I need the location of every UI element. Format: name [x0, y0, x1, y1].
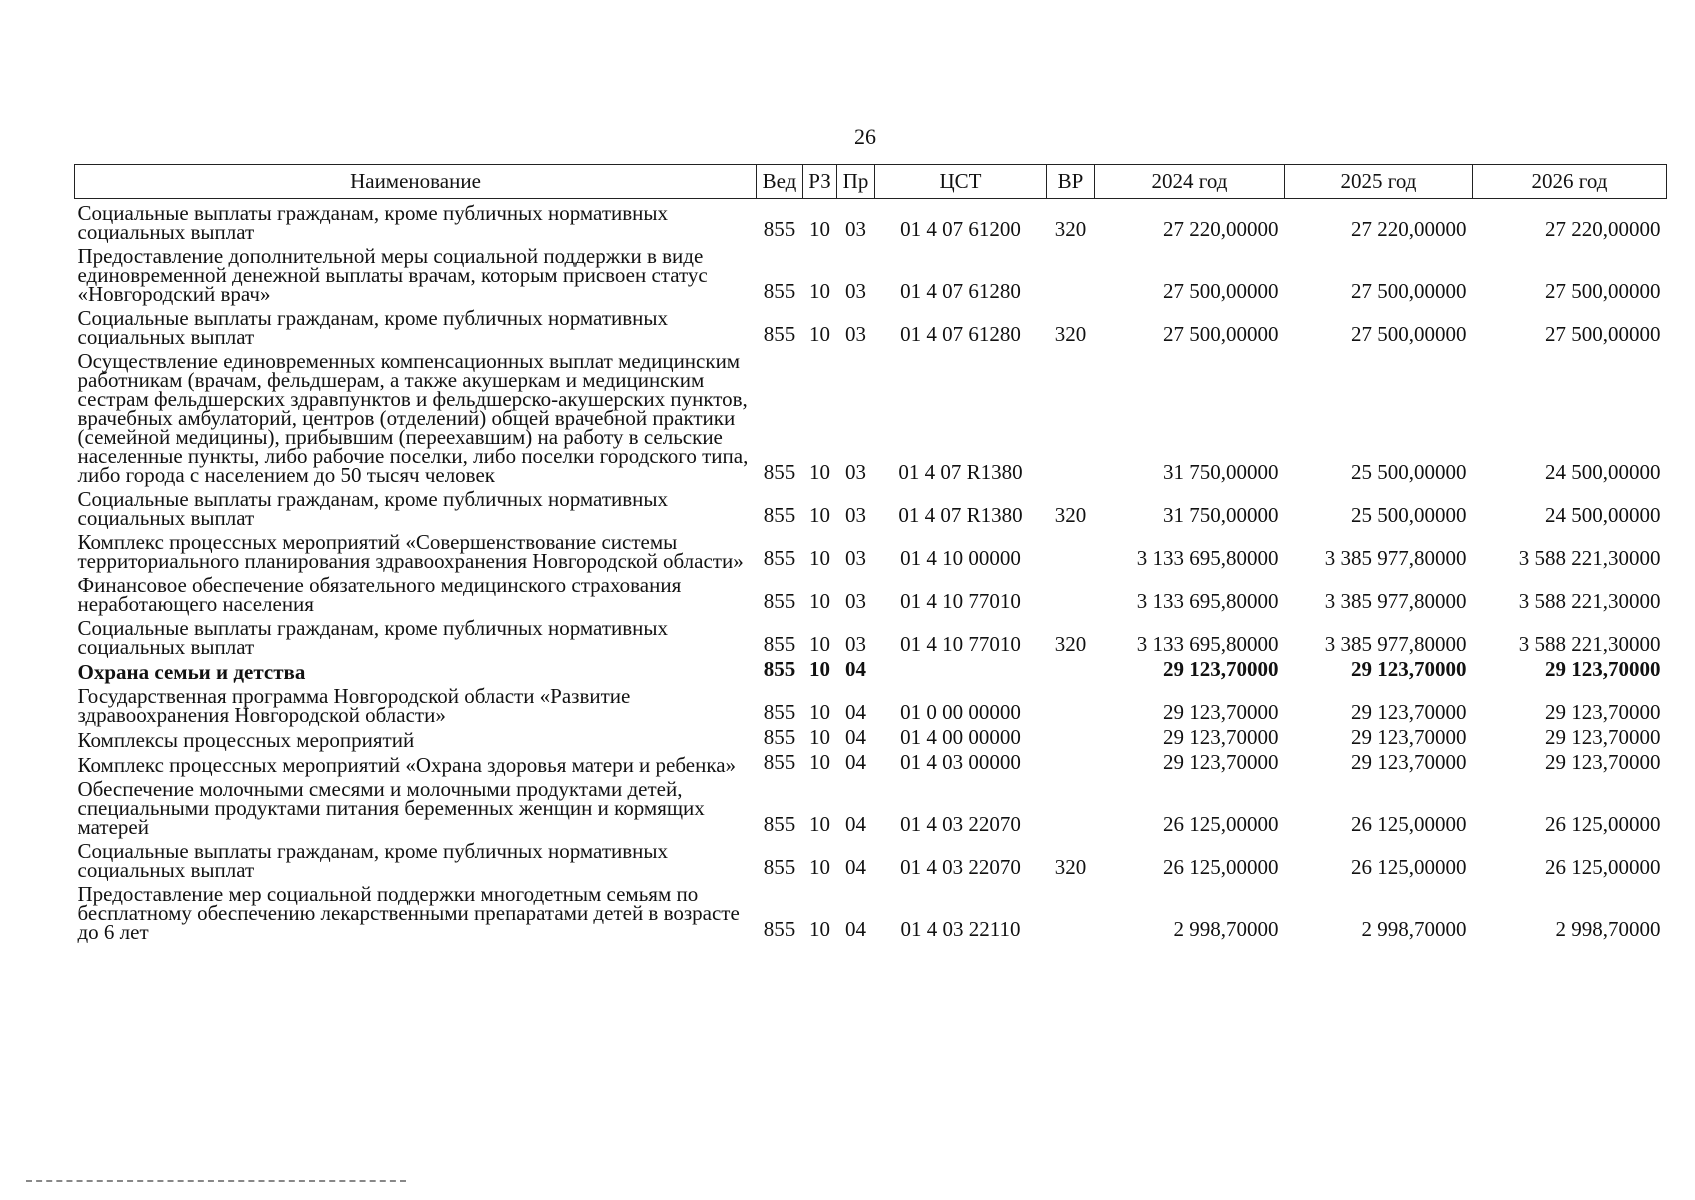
- cell-rz: 10: [809, 546, 830, 570]
- header-ved: Вед: [757, 165, 803, 199]
- cell-2025: 29 123,70000: [1351, 657, 1467, 681]
- cell-2026: 2 998,70000: [1555, 917, 1661, 941]
- cell-vr: [1047, 528, 1095, 571]
- cell-vr: [1047, 347, 1095, 485]
- cell-2025: 25 500,00000: [1351, 503, 1467, 527]
- cell-vr: [1047, 880, 1095, 942]
- cell-cst: 01 4 07 61200: [900, 217, 1021, 241]
- cell-vr: [1047, 242, 1095, 304]
- table-body: [75, 199, 1667, 943]
- cell-2026: 29 123,70000: [1545, 657, 1661, 681]
- cell-rz: 10: [809, 217, 830, 241]
- cell-2024: 26 125,00000: [1163, 855, 1279, 879]
- cell-2024: 31 750,00000: [1163, 460, 1279, 484]
- scan-divider: [26, 1180, 406, 1182]
- cell-vr: 320: [1054, 632, 1087, 656]
- cell-ved: 855: [763, 503, 796, 527]
- cell-ved: 855: [763, 279, 796, 303]
- cell-2024: 3 133 695,80000: [1136, 632, 1279, 656]
- cell-2026: 26 125,00000: [1545, 855, 1661, 879]
- cell-2024: 27 220,00000: [1163, 217, 1279, 241]
- cell-2024: 27 500,00000: [1163, 279, 1279, 303]
- cell-2025: 27 500,00000: [1351, 279, 1467, 303]
- cell-name: Государственная программа Новгородской области «Развитие здравоохранения Новгородской области»: [77, 684, 631, 727]
- table-row: [75, 775, 1667, 837]
- cell-2025: 29 123,70000: [1351, 700, 1467, 724]
- cell-vr: 320: [1054, 322, 1087, 346]
- cell-2024: 31 750,00000: [1163, 503, 1279, 527]
- cell-2024: 26 125,00000: [1163, 812, 1279, 836]
- cell-pr: 03: [845, 279, 866, 303]
- cell-name: Социальные выплаты гражданам, кроме публичных нормативных социальных выплат: [77, 306, 669, 349]
- cell-ved: 855: [763, 632, 796, 656]
- cell-pr: 03: [845, 460, 866, 484]
- cell-pr: 03: [845, 632, 866, 656]
- cell-pr: 04: [845, 750, 866, 774]
- cell-2024: 29 123,70000: [1163, 750, 1279, 774]
- cell-cst: 01 4 03 00000: [900, 750, 1021, 774]
- cell-vr: [1047, 725, 1095, 750]
- cell-rz: 10: [809, 279, 830, 303]
- cell-2025: 29 123,70000: [1351, 725, 1467, 749]
- cell-2024: 27 500,00000: [1163, 322, 1279, 346]
- cell-vr: 320: [1054, 855, 1087, 879]
- cell-2026: 3 588 221,30000: [1518, 632, 1661, 656]
- cell-vr: 320: [1054, 217, 1087, 241]
- cell-name: Охрана семьи и детства: [77, 660, 306, 684]
- cell-2026: 29 123,70000: [1545, 725, 1661, 749]
- cell-rz: 10: [809, 460, 830, 484]
- cell-ved: 855: [763, 217, 796, 241]
- cell-2026: 27 500,00000: [1545, 279, 1661, 303]
- table-row: [75, 750, 1667, 775]
- table-header: [75, 165, 1667, 199]
- cell-cst: 01 4 07 61280: [900, 322, 1021, 346]
- header-name: Наименование: [75, 165, 757, 199]
- cell-name: Социальные выплаты гражданам, кроме публичных нормативных социальных выплат: [77, 487, 669, 530]
- cell-2026: 24 500,00000: [1545, 503, 1661, 527]
- cell-vr: [1047, 657, 1095, 682]
- header-2025: 2025 год: [1285, 165, 1473, 199]
- budget-table: [74, 164, 1667, 942]
- cell-2025: 29 123,70000: [1351, 750, 1467, 774]
- cell-2024: 3 133 695,80000: [1136, 589, 1279, 613]
- cell-pr: 04: [845, 855, 866, 879]
- cell-2025: 26 125,00000: [1351, 812, 1467, 836]
- cell-ved: 855: [763, 546, 796, 570]
- cell-rz: 10: [809, 322, 830, 346]
- header-2024: 2024 год: [1095, 165, 1285, 199]
- cell-2025: 27 500,00000: [1351, 322, 1467, 346]
- cell-ved: 855: [763, 725, 796, 749]
- table-row: [75, 242, 1667, 304]
- cell-name: Комплекс процессных мероприятий «Охрана здоровья матери и ребенка»: [77, 753, 737, 777]
- cell-2024: 29 123,70000: [1163, 700, 1279, 724]
- cell-name: Комплекс процессных мероприятий «Совершенствование системы территориального планирования здравоохранения Новгородской области»: [77, 530, 744, 573]
- cell-2025: 3 385 977,80000: [1324, 632, 1467, 656]
- table-row: [75, 528, 1667, 571]
- cell-cst: 01 4 00 00000: [900, 725, 1021, 749]
- table-row: [75, 880, 1667, 942]
- cell-name: Предоставление дополнительной меры социальной поддержки в виде единовременной денежной выплаты врачам, которым присвоен статус «Новгородский врач»: [77, 244, 708, 306]
- cell-2026: 27 500,00000: [1545, 322, 1661, 346]
- cell-cst: 01 4 10 00000: [900, 546, 1021, 570]
- cell-vr: [1047, 682, 1095, 725]
- cell-cst: 01 4 07 61280: [900, 279, 1021, 303]
- cell-2024: 2 998,70000: [1173, 917, 1279, 941]
- cell-name: Комплексы процессных мероприятий: [77, 728, 415, 752]
- cell-rz: 10: [809, 657, 830, 681]
- cell-2025: 27 220,00000: [1351, 217, 1467, 241]
- cell-2024: 29 123,70000: [1163, 657, 1279, 681]
- cell-2026: 3 588 221,30000: [1518, 589, 1661, 613]
- cell-pr: 03: [845, 546, 866, 570]
- cell-ved: 855: [763, 917, 796, 941]
- cell-cst: 01 4 03 22110: [900, 917, 1021, 941]
- cell-name: Социальные выплаты гражданам, кроме публичных нормативных социальных выплат: [77, 839, 669, 882]
- cell-2026: 29 123,70000: [1545, 700, 1661, 724]
- cell-cst: 01 0 00 00000: [900, 700, 1021, 724]
- cell-name: Осуществление единовременных компенсационных выплат медицинским работникам (врачам, фельдшерам, а также акушеркам и медицинским сестрам фельдшерских здравпунктов и фельдшерско-акушерских пунктов, врачебных амбулаторий, центров (отделений) общей врачебной практики (семейной медицины), прибывшим (переехавшим) на работу в сельские населенные пункты, либо рабочие поселки, либо поселки городского типа, либо города с населением до 50 тысяч человек: [77, 349, 749, 487]
- table-row: [75, 571, 1667, 614]
- cell-2026: 27 220,00000: [1545, 217, 1661, 241]
- table-row: [75, 725, 1667, 750]
- cell-2024: 3 133 695,80000: [1136, 546, 1279, 570]
- cell-cst: 01 4 10 77010: [900, 632, 1021, 656]
- header-cst: ЦСТ: [875, 165, 1047, 199]
- cell-pr: 03: [845, 322, 866, 346]
- cell-cst: 01 4 07 R1380: [898, 460, 1023, 484]
- cell-vr: [1047, 750, 1095, 775]
- table-row: [75, 614, 1667, 657]
- cell-ved: 855: [763, 700, 796, 724]
- table-row: [75, 657, 1667, 682]
- cell-2026: 29 123,70000: [1545, 750, 1661, 774]
- cell-cst: 01 4 10 77010: [900, 589, 1021, 613]
- header-rz: РЗ: [803, 165, 837, 199]
- table-row: [75, 199, 1667, 243]
- cell-name: Социальные выплаты гражданам, кроме публичных нормативных социальных выплат: [77, 201, 669, 244]
- cell-2026: 24 500,00000: [1545, 460, 1661, 484]
- cell-2026: 26 125,00000: [1545, 812, 1661, 836]
- cell-vr: [1047, 775, 1095, 837]
- cell-rz: 10: [809, 503, 830, 527]
- cell-2026: 3 588 221,30000: [1518, 546, 1661, 570]
- cell-cst: 01 4 07 R1380: [898, 503, 1023, 527]
- cell-ved: 855: [763, 589, 796, 613]
- cell-pr: 03: [845, 589, 866, 613]
- cell-pr: 04: [845, 812, 866, 836]
- cell-rz: 10: [809, 700, 830, 724]
- table-row: [75, 837, 1667, 880]
- cell-2025: 25 500,00000: [1351, 460, 1467, 484]
- cell-ved: 855: [763, 657, 796, 681]
- cell-2025: 3 385 977,80000: [1324, 546, 1467, 570]
- cell-name: Социальные выплаты гражданам, кроме публичных нормативных социальных выплат: [77, 616, 669, 659]
- cell-name: Финансовое обеспечение обязательного медицинского страхования неработающего населения: [77, 573, 682, 616]
- cell-vr: [1047, 571, 1095, 614]
- cell-pr: 04: [845, 917, 866, 941]
- cell-cst: [875, 657, 1047, 682]
- page-number: 26: [854, 124, 876, 149]
- cell-pr: 04: [845, 725, 866, 749]
- table-row: [75, 347, 1667, 485]
- cell-pr: 04: [845, 700, 866, 724]
- cell-pr: 04: [845, 657, 866, 681]
- cell-cst: 01 4 03 22070: [900, 855, 1021, 879]
- table-row: [75, 304, 1667, 347]
- header-vr: ВР: [1047, 165, 1095, 199]
- cell-name: Предоставление мер социальной поддержки многодетным семьям по бесплатному обеспечению лекарственными препаратами детей в возрасте до 6 лет: [77, 882, 740, 944]
- cell-2025: 26 125,00000: [1351, 855, 1467, 879]
- cell-ved: 855: [763, 812, 796, 836]
- cell-rz: 10: [809, 855, 830, 879]
- header-pr: Пр: [837, 165, 875, 199]
- cell-2025: 2 998,70000: [1361, 917, 1467, 941]
- table-row: [75, 682, 1667, 725]
- cell-ved: 855: [763, 460, 796, 484]
- cell-vr: 320: [1054, 503, 1087, 527]
- cell-name: Обеспечение молочными смесями и молочными продуктами детей, специальными продуктами питания беременных женщин и кормящих матерей: [77, 777, 705, 839]
- cell-rz: 10: [809, 589, 830, 613]
- cell-ved: 855: [763, 750, 796, 774]
- cell-rz: 10: [809, 632, 830, 656]
- cell-cst: 01 4 03 22070: [900, 812, 1021, 836]
- cell-ved: 855: [763, 322, 796, 346]
- cell-pr: 03: [845, 503, 866, 527]
- cell-rz: 10: [809, 917, 830, 941]
- cell-2025: 3 385 977,80000: [1324, 589, 1467, 613]
- cell-ved: 855: [763, 855, 796, 879]
- cell-rz: 10: [809, 812, 830, 836]
- cell-rz: 10: [809, 750, 830, 774]
- cell-pr: 03: [845, 217, 866, 241]
- table-row: [75, 485, 1667, 528]
- header-2026: 2026 год: [1473, 165, 1667, 199]
- cell-2024: 29 123,70000: [1163, 725, 1279, 749]
- cell-rz: 10: [809, 725, 830, 749]
